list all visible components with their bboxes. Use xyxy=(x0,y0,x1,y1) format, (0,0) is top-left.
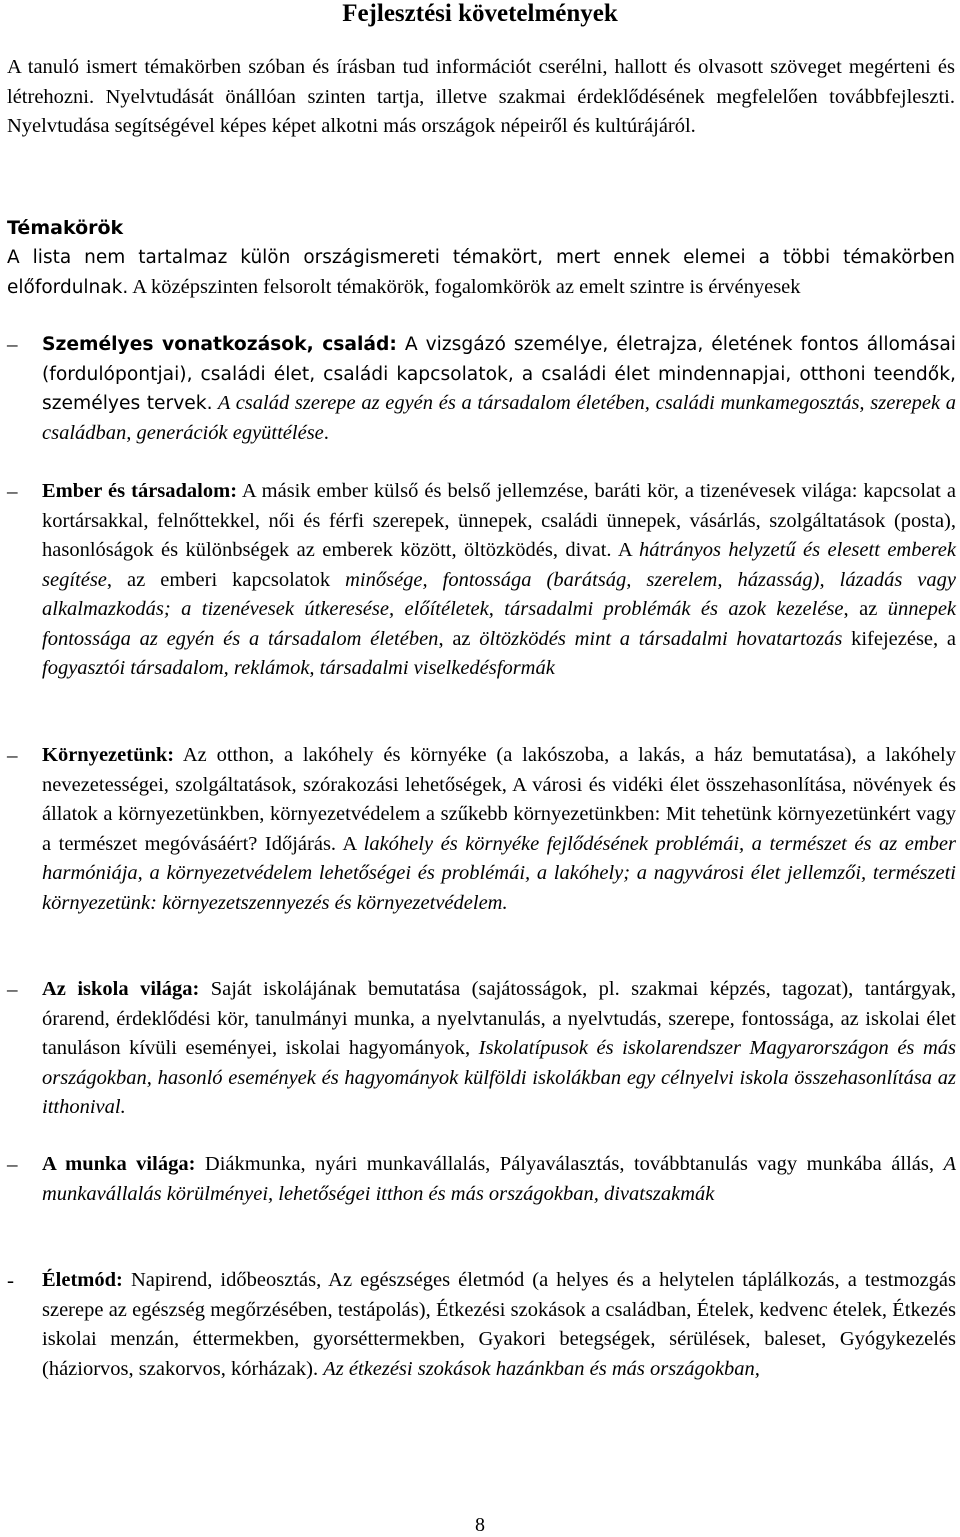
list-dash-marker: – xyxy=(7,1152,18,1176)
list-item-text-4: , az xyxy=(438,627,480,650)
list-item-italic-5: fogyasztói társadalom, reklámok, társadalmi viselkedésformák xyxy=(42,657,555,679)
list-item-text-3: , az xyxy=(843,598,888,620)
list-item-body xyxy=(42,1150,956,1209)
list-item-lead: Személyes vonatkozások, család: xyxy=(42,334,397,355)
list-item-italic-3: ünnepek fontossága az egyén és a társadalom életében xyxy=(42,598,957,650)
list-dash-marker: – xyxy=(7,743,18,767)
list-item-text-2: , az emberi kapcsolatok xyxy=(106,568,346,591)
list-dash-marker: – xyxy=(7,332,18,356)
list-item-body xyxy=(42,330,956,448)
list-item-body xyxy=(42,477,956,684)
list-item-lead: A munka világa: xyxy=(42,1153,196,1175)
topics-heading: Témakörök xyxy=(7,217,124,239)
list-item-lead: Környezetünk: xyxy=(42,744,175,766)
list-item-italic-4: öltözködés mint a társadalmi hovatartozás xyxy=(479,627,843,650)
list-item-lead: Az iskola világa: xyxy=(42,978,200,1000)
topics-intro-text-a: A lista nem tartalmaz külön országismereti témakört, mert ennek elemei a többi témakörben előfordulnak. xyxy=(7,247,955,298)
intro-paragraph: A tanuló ismert témakörben szóban és írásban tud információt cserélni, hallott és olvasott szöveget megérteni és létrehozni. Nyelvtudását önállóan szinten tartja, illetve szakmai érdeklődésének megfelelően továbbfejleszti. Nyelvtudása segítségével képes képet alkotni más országok népeiről és kultúrájáról. xyxy=(7,56,955,137)
list-item-text: A vizsgázó személye, életrajza, életének fontos állomásai (fordulópontjai), családi élet, családi kapcsolatok, a családi élet mindennapjai, otthoni teendők, személyes tervek. xyxy=(42,334,956,414)
list-item-italic: Iskolatípusok és iskolarendszer Magyarországon és más országokban, hasonló események és hagyományok külföldi iskolákban egy célnyelvi iskola összehasonlítása az itthonival. xyxy=(42,1037,956,1118)
list-item-lead: Életmód: xyxy=(42,1269,123,1291)
list-hyphen-marker: - xyxy=(7,1268,14,1292)
topics-intro-paragraph xyxy=(7,243,955,302)
page-number: 8 xyxy=(475,1514,485,1536)
list-item-italic: hátrányos helyzetű és elesett emberek segítése xyxy=(42,539,956,591)
list-item-body xyxy=(42,741,956,918)
list-item-body xyxy=(42,1266,956,1384)
list-item-italic: lakóhely és környéke fejlődésének problémái, a természet és az ember harmóniája, a környezetvédelem lehetőségei és problémái, a lakóhely; a nagyvárosi élet jellemzői, természeti környezetünk: környezetszennyezés és környezetvédelem. xyxy=(42,832,956,914)
list-item-tail: . xyxy=(323,421,329,444)
topics-intro-text-b: A középszinten felsorolt témakörök, fogalomkörök az emelt szintre is érvényesek xyxy=(128,275,801,298)
list-item-text-5: kifejezése, a xyxy=(842,627,957,650)
list-item-text: Az otthon, a lakóhely és környéke (a lakószoba, a lakás, a ház bemutatása), a lakóhely nevezetességei, szolgáltatások, szórakozási lehetőségek, A városi és vidéki élet összehasonlítása, növények és állatok a környezetünkben, környezetvédelem a szűkebb környezetünkben: Mit tehetünk környezetünkért vagy a természet megóvásáért? Időjárás. A xyxy=(42,744,956,855)
list-item-italic: A család szerepe az egyén és a társadalom életében, családi munkamegosztás, szerepek a családban, generációk együttélése xyxy=(42,392,956,444)
list-item-text: A másik ember külső és belső jellemzése, baráti kör, a tizenévesek világa: kapcsolat a kortársakkal, felnőttekkel, női és férfi szerepek, ünnepek, családi ünnepek, vásárlás, szolgáltatások (posta), hasonlóságok és különbségek az emberek között, öltözködés, divat. A xyxy=(42,480,956,561)
list-item-italic-2: minősége, fontossága (barátság, szerelem, házasság), lázadás vagy alkalmazkodás; a tizenévesek útkeresése, előítéletek, társadalmi problémák és azok kezelése xyxy=(42,568,957,620)
list-dash-marker: – xyxy=(7,977,18,1001)
list-item-body xyxy=(42,975,956,1123)
list-item-text: Diákmunka, nyári munkavállalás, Pályaválasztás, továbbtanulás vagy munkába állás, xyxy=(195,1153,944,1175)
list-item-italic: Az étkezési szokások hazánkban és más országokban, xyxy=(323,1357,760,1380)
page-title: Fejlesztési követelmények xyxy=(342,0,618,27)
list-item-lead: Ember és társadalom: xyxy=(42,480,238,502)
list-item-text: Saját iskolájának bemutatása (sajátosságok, pl. szakmai képzés, tagozat), tantárgyak, órarend, érdeklődési kör, tanulmányi munka, a nyelvtanulás, a nyelvtudás, szerepe, fontossága, az iskolai élet tanuláson kívüli eseményei, iskolai hagyományok, xyxy=(42,978,956,1059)
list-item-text: Napirend, időbeosztás, Az egészséges életmód (a helyes és a helytelen táplálkozás, a testmozgás szerepe az egészség megőrzésében, testápolás), Étkezési szokások a családban, Ételek, kedvenc ételek, Étkezés iskolai menzán, éttermekben, gyorséttermekben, Gyakori betegségek, sérülések, baleset, Gyógykezelés (háziorvos, szakorvos, kórházak). xyxy=(42,1269,956,1380)
list-dash-marker: – xyxy=(7,479,18,503)
list-item-italic: A munkavállalás körülményei, lehetőségei itthon és más országokban, divatszakmák xyxy=(42,1153,956,1205)
